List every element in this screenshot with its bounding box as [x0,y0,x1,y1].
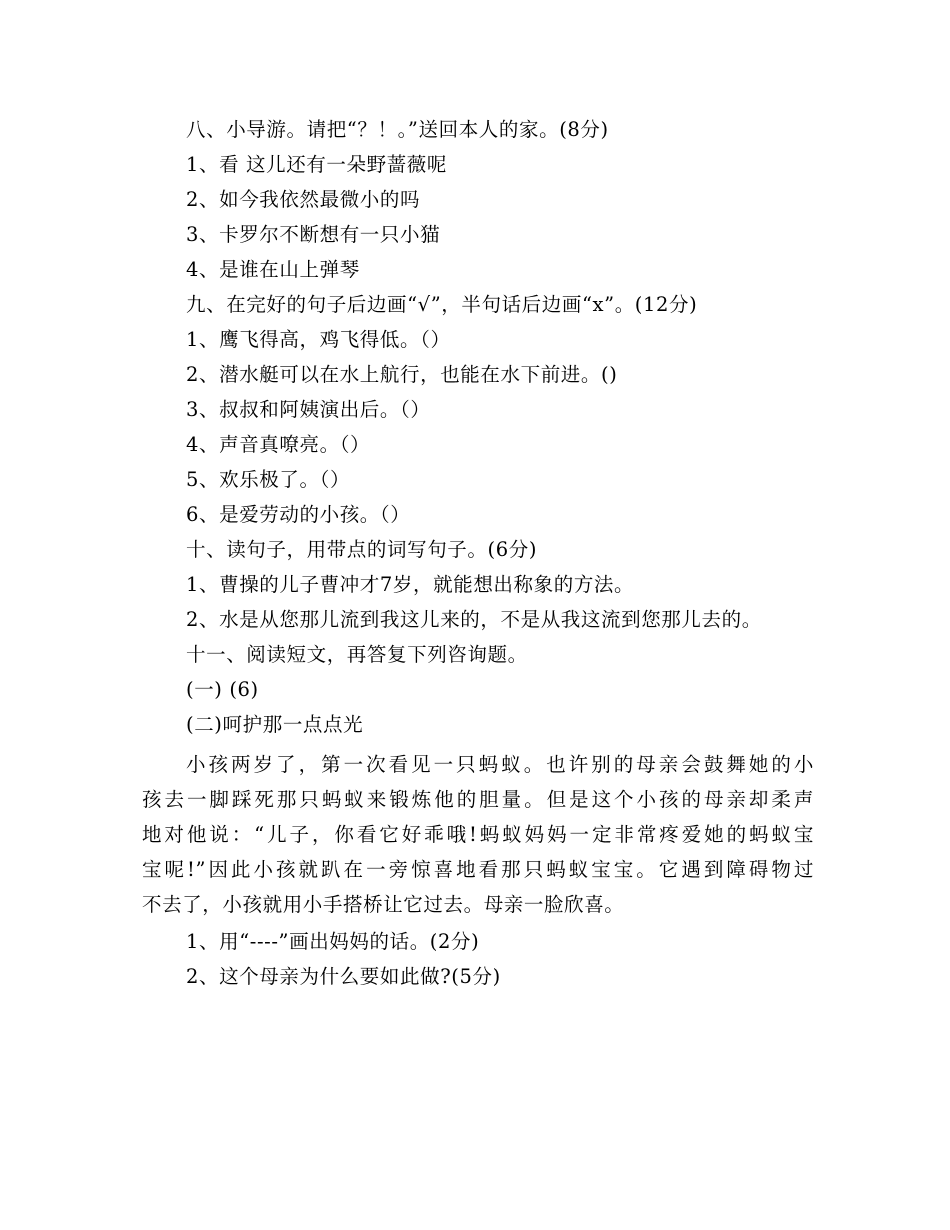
section-9-item-1: 1、鹰飞得高，鸡飞得低。（） [186,328,451,351]
section-11-part-2-title: (二)呵护那一点点光 [186,713,364,736]
section-9-item-6: 6、是爱劳动的小孩。（） [186,503,411,526]
section-11-part-1: (一) (6) [186,678,259,701]
section-10-item-2: 2、水是从您那儿流到我这儿来的，不是从我这流到您那儿去的。 [186,608,762,631]
section-9-item-3: 3、叔叔和阿姨演出后。（） [186,398,431,421]
section-9-heading: 九、在完好的句子后边画“√”，半句话后边画“x”。(12分) [186,293,698,316]
passage-line-5: 不去了，小孩就用小手搭桥让它过去。母亲一脸欣喜。 [142,893,625,916]
passage-line-1: 小孩两岁了，第一次看见一只蚂蚁。也许别的母亲会鼓舞她的小 [186,753,814,776]
section-8-item-2: 2、如今我依然最微小的吗 [186,188,421,211]
question-1: 1、用“----”画出妈妈的话。(2分) [186,930,480,953]
question-2: 2、这个母亲为什么要如此做?(5分) [186,965,501,988]
section-8-item-4: 4、是谁在山上弹琴 [186,258,360,281]
section-9-item-2: 2、潜水艇可以在水上航行，也能在水下前进。() [186,363,618,386]
section-11-heading: 十一、阅读短文，再答复下列咨询题。 [186,643,528,666]
section-9-item-5: 5、欢乐极了。（） [186,468,351,491]
section-8-heading: 八、小导游。请把“？！。”送回本人的家。(8分) [186,118,609,141]
passage-line-4: 宝呢!”因此小孩就趴在一旁惊喜地看那只蚂蚁宝宝。它遇到障碍物过 [142,858,814,881]
reading-passage [142,747,814,922]
section-8-item-1: 1、看 这儿还有一朵野蔷薇呢 [186,153,448,176]
section-9-item-4: 4、声音真嘹亮。（） [186,433,371,456]
section-10-item-1: 1、曹操的儿子曹冲才7岁，就能想出称象的方法。 [186,573,635,596]
section-10-heading: 十、读句子，用带点的词写句子。(6分) [186,538,538,561]
passage-line-3: 地对他说：“儿子，你看它好乖哦!蚂蚁妈妈一定非常疼爱她的蚂蚁宝 [142,823,814,846]
section-8-item-3: 3、卡罗尔不断想有一只小猫 [186,223,441,246]
passage-line-2: 孩去一脚踩死那只蚂蚁来锻炼他的胆量。但是这个小孩的母亲却柔声 [142,788,814,811]
